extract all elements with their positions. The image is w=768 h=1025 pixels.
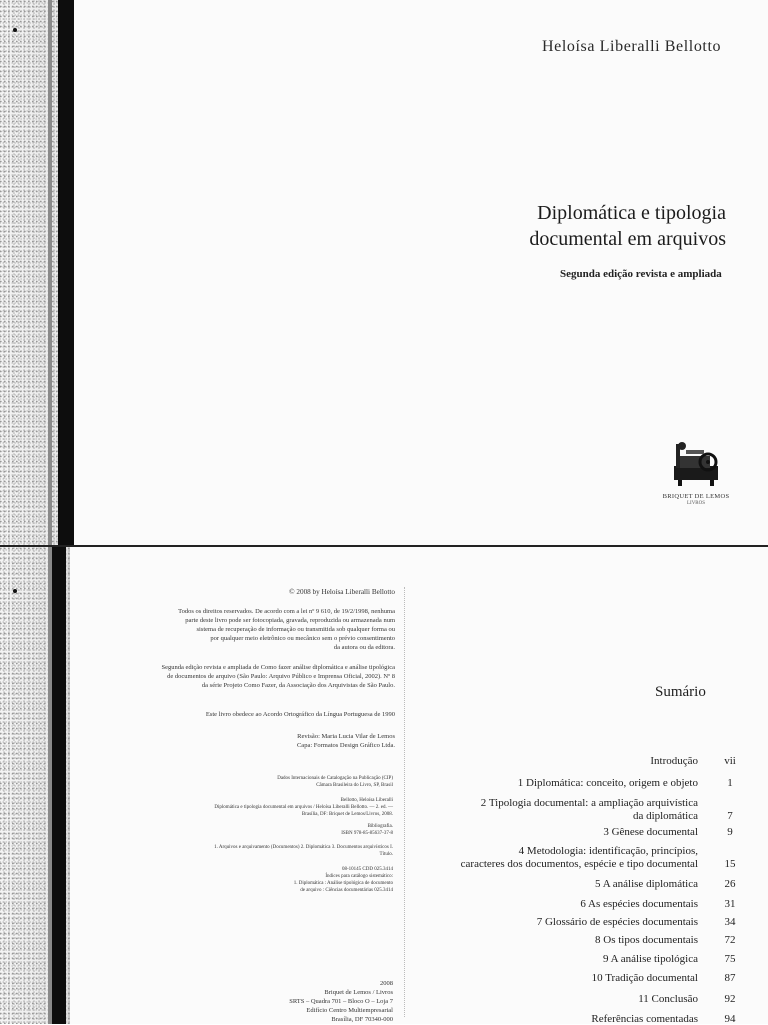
pub-year: 2008	[380, 980, 393, 987]
author-name: Heloísa Liberalli Bellotto	[542, 38, 722, 55]
cip-line: Dados Internacionais de Catalogação na Publicação (CIP)	[277, 776, 393, 781]
rights-line: parte deste livro pode ser fotocopiada, gravada, reproduzida ou armazenada num	[185, 617, 395, 624]
title-line-1: Diplomática e tipologia	[537, 202, 726, 224]
toc-entry-page: 7	[727, 810, 733, 822]
page-fold-line	[404, 587, 406, 1017]
toc-entry-label: 2 Tipologia documental: a ampliação arquivística	[480, 797, 698, 809]
toc-entry-page: 9	[727, 826, 733, 838]
toc-entry-page: 75	[724, 953, 736, 965]
publisher-address	[210, 979, 393, 1024]
printing-press-icon	[670, 436, 722, 488]
pub-line: Edifício Centro Multiempresarial	[306, 1007, 393, 1014]
edition-line: de documentos de arquivo (São Paulo: Arquivo Público e Imprensa Oficial, 2002). Nº 8	[167, 673, 395, 680]
toc-entry	[420, 797, 750, 827]
title-line-2: documental em arquivos	[529, 228, 726, 250]
cip-line: 1. Arquivos e arquivamento (Documentos) 2. Diplomática 3. Documentos arquivísticos I.	[214, 845, 393, 850]
copyright-line: © 2008 by Heloísa Liberalli Bellotto	[289, 588, 395, 596]
toc-entry-label: 9 A análise tipológica	[602, 953, 698, 965]
margin-dot	[13, 589, 17, 593]
revisao-line: Revisão: Maria Lucia Vilar de Lemos	[297, 733, 395, 740]
book-title	[514, 200, 726, 252]
toc-entry-page: 26	[724, 878, 736, 890]
toc-entry-label: Referências comentadas	[591, 1013, 698, 1025]
cip-line: Brasília, DF: Briquet de Lemos/Livros, 2008.	[301, 812, 393, 817]
toc-entry-label: 4 Metodologia: identificação, princípios,	[518, 845, 698, 857]
publisher-logo	[662, 436, 730, 506]
publisher-logo-sub: LIVROS	[686, 501, 706, 506]
book-spine	[52, 547, 66, 1024]
edition-note	[110, 663, 395, 690]
toc-entry-page: 1	[727, 777, 733, 789]
cip-line: Câmara Brasileira do Livro, SP, Brasil	[316, 783, 393, 788]
edition-subtitle: Segunda edição revista e ampliada	[560, 268, 722, 280]
spine-shadow	[48, 0, 52, 547]
cip-line: Bellotto, Heloísa Liberalli	[340, 798, 393, 803]
cip-line: Bibliografia.	[367, 824, 393, 829]
toc-entry-label: 8 Os tipos documentais	[595, 934, 698, 946]
capa-line: Capa: Formatos Design Gráfico Ltda.	[296, 742, 395, 749]
cip-line: 1. Diplomática : Análise tipológica de documento	[293, 881, 393, 886]
book-spine	[58, 0, 74, 547]
cip-line: Índices para catálogo sistemático:	[325, 874, 393, 879]
rights-line: por qualquer meio eletrônico ou mecânico sem o prévio consentimento	[210, 635, 395, 642]
toc-entry-page: 87	[724, 972, 736, 984]
contents-title: Sumário	[655, 684, 706, 700]
publisher-logo-name: BRIQUET DE LEMOS	[662, 493, 730, 500]
margin-dot	[13, 28, 17, 32]
cip-line: Título.	[379, 852, 393, 857]
toc-entry-label-cont: da diplomática	[632, 810, 698, 822]
pub-line: Briquet de Lemos / Livros	[324, 989, 393, 996]
toc-entry-label-cont: caracteres dos documentos, espécie e tipo documental	[460, 858, 698, 870]
rights-block	[110, 607, 395, 652]
toc-entry-page: 31	[724, 898, 736, 910]
credits	[150, 732, 395, 750]
toc-entry-page: vii	[724, 755, 736, 767]
edition-line: da série Projeto Como Fazer, da Associação dos Arquivistas de São Paulo.	[201, 682, 395, 689]
cip-line: ISBN 978-85-85637-37-8	[341, 831, 393, 836]
toc-entry	[420, 845, 750, 875]
toc-entry-label: 11 Conclusão	[638, 993, 698, 1005]
toc-entry-page: 92	[724, 993, 736, 1005]
toc-entry-page: 34	[724, 916, 736, 928]
pub-line: SRTS – Quadra 701 – Bloco O – Loja 7	[289, 998, 393, 1005]
toc-entry-label: 7 Glossário de espécies documentais	[536, 916, 698, 928]
edition-line: Segunda edição revista e ampliada de Como fazer análise diplomática e análise tipológica	[161, 664, 395, 671]
cip-line: de arquivo : Ciências documentárias 025.3414	[300, 888, 393, 893]
toc-entry-label: Introdução	[650, 755, 698, 767]
toc-entry-page: 94	[724, 1013, 736, 1025]
rights-line: Todos os direitos reservados. De acordo com a lei nº 9 610, de 19/2/1998, nenhuma	[178, 608, 395, 615]
toc-entry-page: 15	[724, 858, 736, 870]
rights-line: sistema de recuperação de informação ou transmitida sob qualquer forma ou	[196, 626, 395, 633]
rights-line: da autora ou da editora.	[333, 644, 395, 651]
toc-entry-label: 6 As espécies documentais	[580, 898, 698, 910]
toc-entry-page: 72	[724, 934, 736, 946]
cip-line: 08-10145 CDD 025.3414	[342, 867, 393, 872]
toc-entry-label: 3 Gênese documental	[603, 826, 698, 838]
toc-entry-label: 10 Tradição documental	[591, 972, 698, 984]
cip-block	[150, 775, 393, 894]
toc-entry-label: 1 Diplomática: conceito, origem e objeto	[517, 777, 698, 789]
acordo-note: Este livro obedece ao Acordo Ortográfico da Língua Portuguesa de 1990	[205, 711, 395, 718]
toc-entry-label: 5 A análise diplomática	[595, 878, 698, 890]
cip-line: Diplomática e tipologia documental em arquivos / Heloísa Liberalli Bellotto. — 2. ed. —	[214, 805, 393, 810]
pub-line: Brasília, DF 70340-000	[331, 1016, 393, 1023]
